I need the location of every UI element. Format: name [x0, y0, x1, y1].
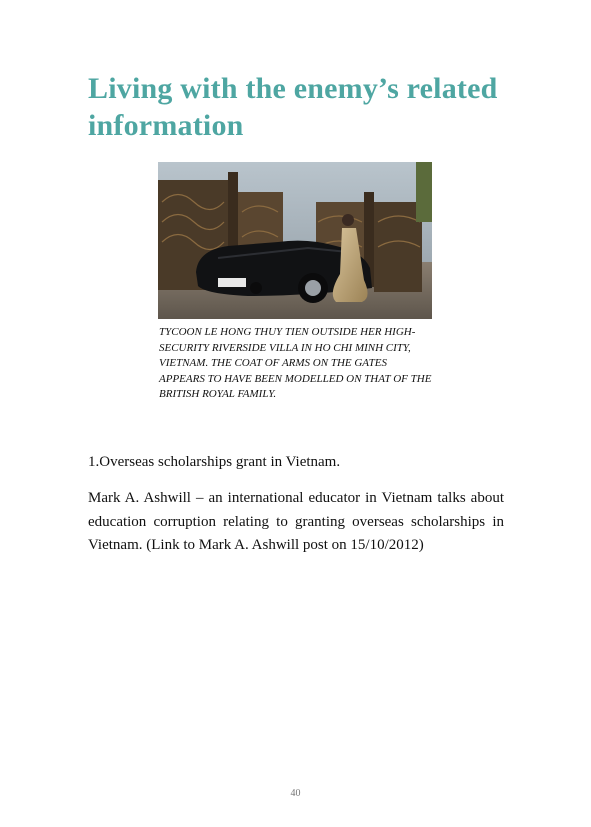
- page-number: 40: [290, 788, 301, 799]
- section-heading: 1.Overseas scholarships grant in Vietnam.: [88, 454, 341, 470]
- body-paragraph: Mark A. Ashwill – an international educator in Vietnam talks about education corruption relating to granting overseas scholarships in Vietnam. (Link to Mark A. Ashwill post on 15/10/2012): [88, 490, 504, 553]
- image-caption: TYCOON LE HONG THUY TIEN OUTSIDE HER HIGH-SECURITY RIVERSIDE VILLA IN HO CHI MINH CITY, VIETNAM. THE COAT OF ARMS ON THE GATES APPEARS TO HAVE BEEN MODELLED ON THAT OF THE BRITISH ROYAL FAMILY.: [159, 326, 432, 400]
- photo-image: [158, 162, 432, 319]
- page-title: Living with the enemy’s related information: [88, 72, 498, 142]
